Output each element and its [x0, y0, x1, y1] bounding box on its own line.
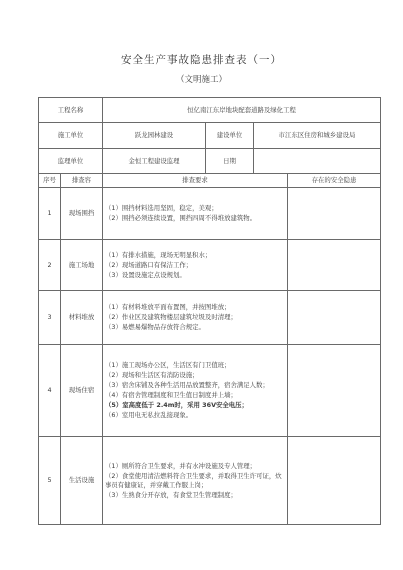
row-requirements — [103, 291, 288, 345]
row-number: 3 — [39, 291, 61, 345]
project-label: 工程名称 — [39, 98, 103, 123]
requirement-line: （1）厕所符合卫生要求，并有水冲设施及专人管理； — [105, 461, 257, 470]
requirement-line: （2）食堂使用清洁燃料符合卫生要求，并取得卫生许可证，炊事员有健康证，并穿戴工作服上岗； — [105, 471, 282, 489]
row-number: 2 — [39, 240, 61, 291]
requirement-line: （2）围挡必须连续设置，围挡四周不得堆放建筑物。 — [105, 214, 257, 222]
row-item: 施工场地 — [61, 240, 103, 291]
col-header-no: 序号 — [39, 174, 61, 188]
requirement-line: （2）现场道路口有保洁工作； — [105, 260, 193, 269]
requirement-line: （3）设置设施定点设规划。 — [105, 270, 186, 279]
table-row — [39, 291, 381, 345]
requirement-line: （1）有排水措施，现场无明显积水； — [105, 250, 212, 259]
row-hazard — [288, 345, 381, 437]
row-item: 现场围挡 — [61, 188, 103, 240]
row-hazard — [288, 437, 381, 525]
table-row — [39, 240, 381, 291]
col-header-hazard: 存在的安全隐患 — [288, 174, 381, 188]
requirement-line: （4）有宿舍管理制度和卫生值日制度并上墙； — [105, 391, 237, 399]
date-label: 日期 — [206, 149, 254, 174]
requirement-line: （3）宿舍床铺及各种生活用品放置整齐，宿舍满足人数； — [105, 381, 269, 389]
date-value — [254, 149, 381, 174]
row-hazard — [288, 240, 381, 291]
requirement-line: （5）室高度低于 2.4m时，采用 36V安全电压； — [105, 401, 248, 409]
row-requirements — [103, 188, 288, 240]
requirement-line: （3）易燃易爆物品存放符合规定。 — [105, 323, 205, 331]
row-requirements — [103, 240, 288, 291]
table-row — [39, 345, 381, 437]
supervisor-label: 监理单位 — [39, 149, 103, 174]
document-title: 安全生产事故隐患排查表（一） — [121, 54, 282, 66]
row-hazard — [288, 188, 381, 240]
row-item: 现场住宿 — [61, 345, 103, 437]
contractor-value: 跃龙园林建设 — [103, 123, 206, 149]
row-number: 4 — [39, 345, 61, 437]
contractor-label: 施工单位 — [39, 123, 103, 149]
requirement-line: （3）生熟食分开存放，有食堂卫生管理制度； — [105, 490, 237, 499]
requirement-line: （1）有材料堆放平面布置图，并按图堆放； — [105, 303, 231, 311]
inspection-table — [38, 97, 381, 525]
row-number: 5 — [39, 437, 61, 525]
table-row — [39, 188, 381, 240]
owner-value: 市江东区住房和城乡建设局 — [254, 123, 381, 149]
table-row — [39, 437, 381, 525]
row-item: 生活设施 — [61, 437, 103, 525]
row-hazard — [288, 291, 381, 345]
requirement-line: （1）围挡材料选用坚固，稳定，美观； — [105, 204, 218, 212]
requirement-line: （2）现场和生活区有消防设施； — [105, 371, 199, 379]
row-item: 材料堆放 — [61, 291, 103, 345]
supervisor-value: 金恒工程建设监理 — [103, 149, 206, 174]
document-subtitle: （文明施工） — [175, 75, 227, 85]
requirement-line: （2）作业区及建筑物楼层建筑垃圾及时清理； — [105, 313, 237, 321]
row-number: 1 — [39, 188, 61, 240]
supervisor-row — [39, 149, 381, 174]
project-row — [39, 98, 381, 123]
contractor-row — [39, 123, 381, 149]
col-header-item: 排查容 — [61, 174, 103, 188]
requirement-line: （6）室用电无私拉乱接现象。 — [105, 411, 193, 419]
requirement-line: （1）施工现场办公区，生活区有门卫值班； — [105, 361, 231, 369]
row-requirements — [103, 437, 288, 525]
col-header-requirement: 排查要求 — [103, 174, 288, 188]
column-header-row — [39, 174, 381, 188]
project-value: 恒亿南江东岸地块配套道路及绿化工程 — [103, 98, 381, 123]
owner-label: 建设单位 — [206, 123, 254, 149]
row-requirements — [103, 345, 288, 437]
